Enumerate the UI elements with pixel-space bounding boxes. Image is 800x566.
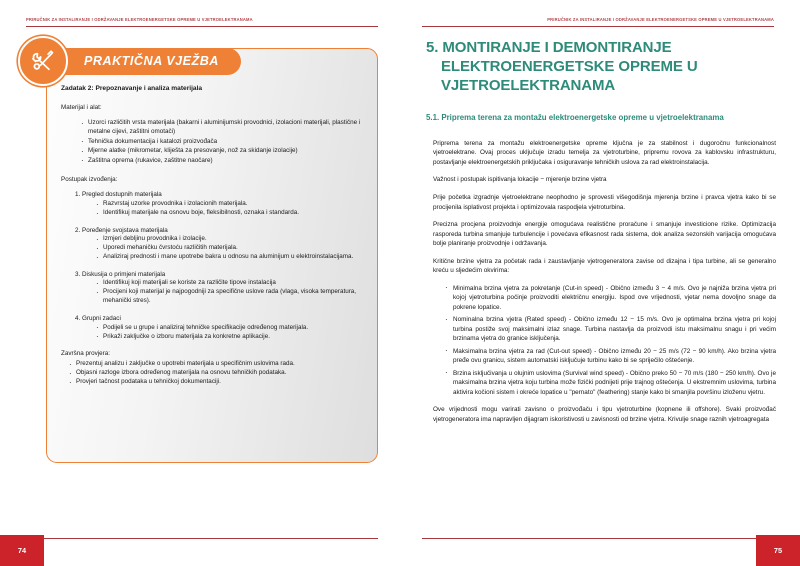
paragraph: Važnost i postupak ispitivanja lokacije − mjerenje brzine vjetra [433,176,607,184]
list-item: · Mjerne alatke (mikrometar, kliješta za presovanje, nož za skidanje izolacije) [82,147,363,156]
list-item: · Objasni razloge izbora određenog materijala na osnovu tehničkih podataka. [70,369,363,378]
list-item: · Identifikuj materijale na osnovu boje, fleksibilnosti, oznaka i standarda. [97,209,363,218]
page-number-right: 75 [756,535,800,566]
page-number-left: 74 [0,535,44,566]
page-right [400,0,800,566]
final-check-label: Završna provjera: [61,350,110,358]
step-item [75,227,363,263]
list-item: · Minimalna brzina vjetra za pokretanje (Cut-in speed) - Obično između 3 − 4 m/s. Ovo je najniža brzina vjetra pri kojoj vjetroturbina počinje proizvoditi električnu energiju. Ispod ove vrijednosti, vjetar nema dovoljno snage da pokrene lopatice. [446,284,776,312]
procedure-steps [61,191,363,341]
list-item: · Prikaži zaključke o izboru materijala za konkretne aplikacije. [97,333,363,342]
running-header-left: PRIRUČNIK ZA INSTALIRANJE I ODRŽAVANJE ELEKTROENERGETSKE OPREME U VJETROELEKTRANAMA [26,17,253,22]
practical-exercise-block [46,48,378,463]
step-sublist [75,200,363,218]
list-item: · Provjeri tačnost podataka u tehničkoj dokumentaciji. [70,378,363,387]
step-item [75,271,363,307]
list-item: · Podijeli se u grupe i analiziraj tehničke specifikacije određenog materijala. [97,324,363,333]
paragraph: Priprema terena za montažu elektroenergetske opreme ključna je za stabilnost i dugoročnu funkcionalnost vjetroelektrane. Ovaj proces uključuje izradu temelja za vjetroturbine, pripremu rovova za kablovsku infrastrukturu, postavljanje elektroenergetskih priključaka i osiguravanje tehničkih uslova za rad elektroinstalacija. [433,140,776,166]
footer-rule-right [422,538,756,539]
list-item: · Maksimalna brzina vjetra za rad (Cut-out speed) - Obično između 20 − 25 m/s (72 − 90 km/h). Ako brzina vjetra pređe ovu granicu, sistem automatski isključuje turbinu kako bi se spriječilo oštećenje. [446,347,776,366]
procedure-label: Postupak izvođenja: [61,175,118,183]
chapter-title [426,38,760,95]
step-sublist [75,324,363,342]
paragraph: Prije početka izgradnje vjetroelektrane neophodno je sprovesti višegodišnja mjerenja brzine i pravca vjetra kako bi se procijenila isplativost projekta i optimizovala raspodjela vjetroturbina. [433,194,776,211]
right-page-body [433,139,776,433]
step-sublist [75,235,363,262]
list-item: · Prezentuj analizu i zaključke o upotrebi materijala u specifičnim uslovima rada. [70,360,363,369]
step-sublist [75,279,363,306]
header-rule-right [422,26,774,27]
materials-list [61,119,363,165]
section-title: 5.1. Priprema terena za montažu elektroenergetske opreme u vjetroelektranama [426,113,724,122]
paragraph: Kritične brzine vjetra za početak rada i zaustavljanje vjetrogeneratora zavise od dizajna i tipa turbine, ali se generalno kreću u sljedećim okvirima: [433,257,776,275]
chapter-title-line1: 5. MONTIRANJE I DEMONTIRANJE [426,39,672,56]
paragraph: Precizna procjena proizvodnje energije omogućava realistične proračune i smanjuje investicione rizike. Optimizacija rasporeda turbina smanjuje turbulencije i povećava efikasnost rada sistema, dok analiza sezonskih varijacija omogućava bolje planiranje proizvodnje i održavanja. [433,221,776,247]
running-header-right: PRIRUČNIK ZA INSTALIRANJE I ODRŽAVANJE ELEKTROENERGETSKE OPREME U VJETROELEKTRANAMA [547,17,774,22]
step-item [75,191,363,218]
chapter-title-line2: ELEKTROENERGETSKE OPREME U [441,58,698,76]
practical-exercise-label: PRAKTIČNA VJEŽBA [52,48,241,75]
final-check-list [61,360,363,387]
chapter-title-line3: VJETROELEKTRANAMA [441,77,616,95]
list-item: · Tehnička dokumentacija i katalozi proizvođača [82,138,363,147]
paragraph: Ove vrijednosti mogu varirati zavisno o proizvođaču i tipu vjetroturbine (kopnene ili offshore). Svaki proizvođač vjetrogeneratora ima napravljen dijagram iskoristivosti u zavisnosti od brzine vjetra. Krivulje snage raznih vjetroagregata [433,406,776,423]
header-rule-left [26,26,378,27]
wind-speed-list [433,284,776,397]
tools-icon [18,36,68,86]
practical-exercise-badge [18,36,241,86]
step-heading: 1. Pregled dostupnih materijala [75,191,162,199]
step-heading: 3. Diskusija o primjeni materijala [75,270,166,278]
list-item: · Procijeni koji materijal je najpogodniji za specifične uslove rada (vlaga, visoka temperatura, mehanički stres). [97,288,363,306]
step-heading: 4. Grupni zadaci [75,314,121,322]
list-item: · Izmjeri debljinu provodnika i izolacije. [97,235,363,244]
list-item: · Uzorci različitih vrsta materijala (bakarni i aluminijumski provodnici, izolacioni materijali, plastične i metalne cijevi, zaštitni omotači) [82,119,363,137]
task-title: Zadatak 2: Prepoznavanje i analiza materijala [61,85,203,92]
step-heading: 2. Poređenje svojstava materijala [75,226,168,234]
list-item: · Razvrstaj uzorke provodnika i izolacionih materijala. [97,200,363,209]
step-item [75,315,363,342]
list-item: · Analiziraj prednosti i mane upotrebe bakra u odnosu na aluminijum u elektroinstalacijama. [97,253,363,262]
materials-label: Materijal i alat: [61,103,102,111]
list-item: · Uporedi mehaničku čvrstoću različitih materijala. [97,244,363,253]
list-item: · Brzina isključivanja u olujnim uslovima (Survival wind speed) - Obično preko 50 − 70 m/s (180 − 250 km/h). Ovo je maksimalna brzina vjetra koju turbina može fizički podnijeti prije trajnog oštećenja. U ekstremnim uslovima, turbina aktivira kočioni sistem i okreće lopatice u "pernato" (feathering) stanje kako bi smanjila površinu izloženu vjetru. [446,369,776,397]
list-item: · Zaštitna oprema (rukavice, zaštitne naočare) [82,157,363,166]
footer-rule-left [44,538,378,539]
list-item: · Nominalna brzina vjetra (Rated speed) - Obično između 12 − 15 m/s. Ovo je optimalna brzina vjetra pri kojoj turbina postiže svoj maksimalni izlaz snage. Turbina nastavlja da proizvodi istu maksimalnu snagu i pri većim brzinama vjetra do granice isključenja. [446,315,776,343]
list-item: · Identifikuj koji materijali se koriste za različite tipove instalacija [97,279,363,288]
exercise-content-box [46,48,378,463]
